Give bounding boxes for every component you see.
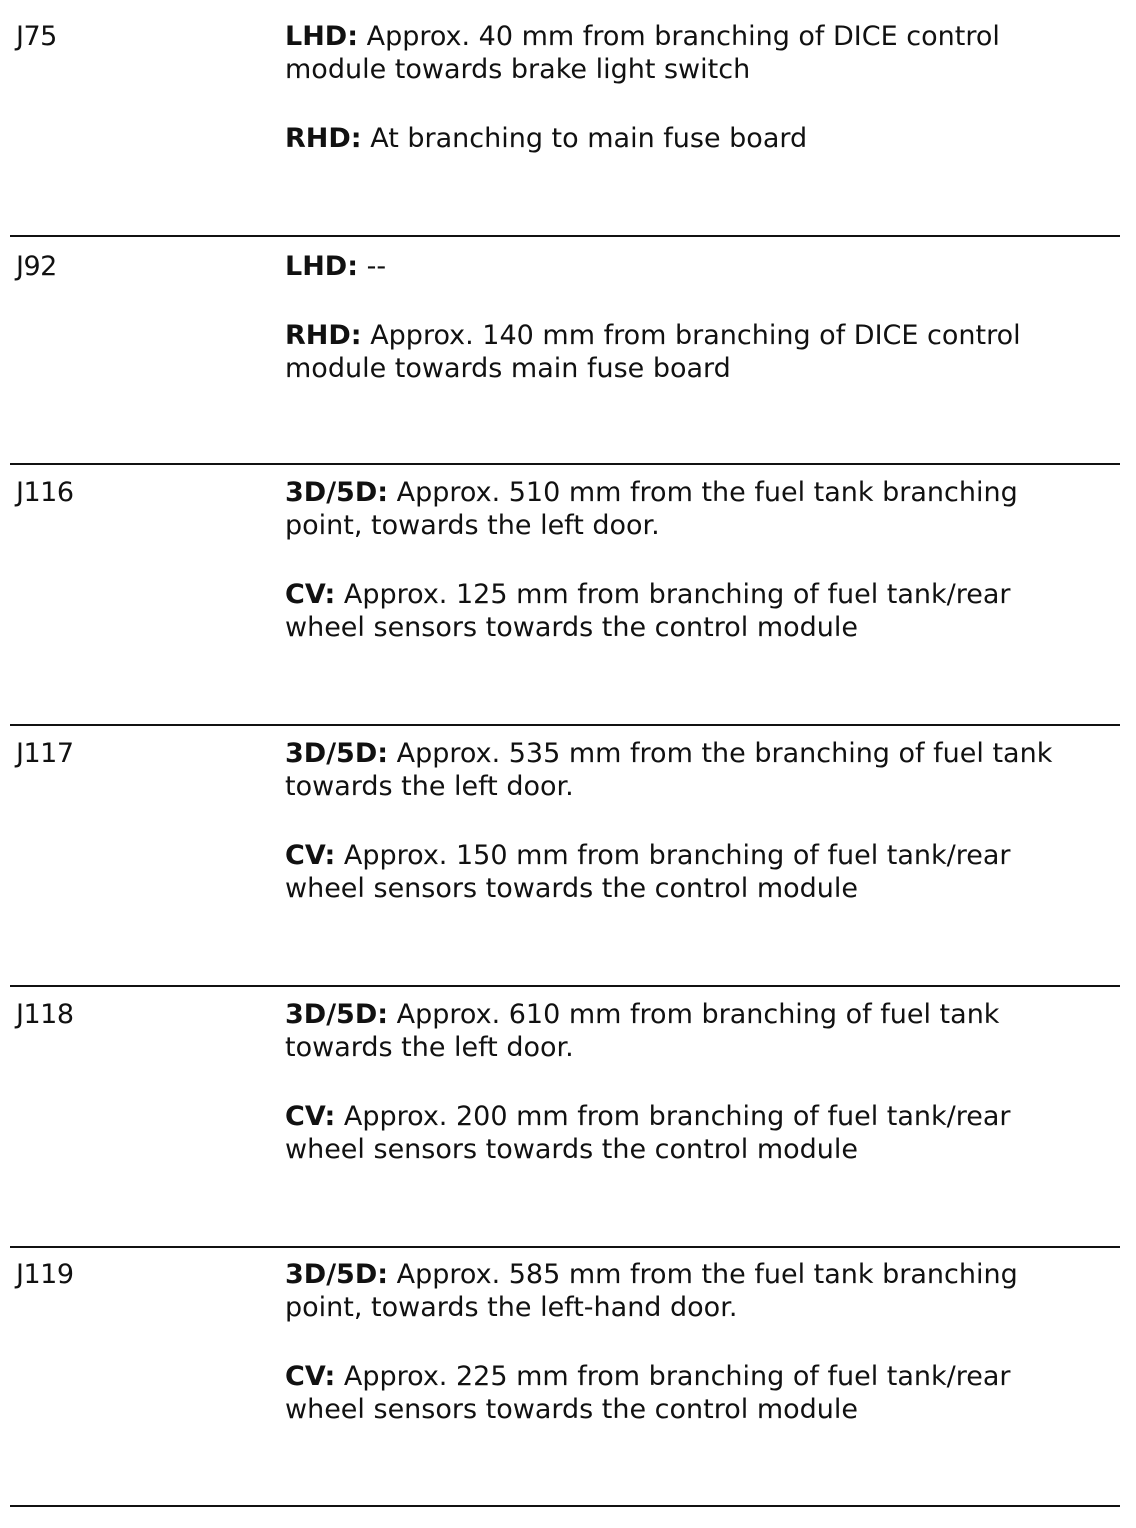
- connector-code: J118: [16, 999, 74, 1030]
- location-text: Approx. 40 mm from branching of DICE control module towards brake light switch: [285, 21, 1000, 85]
- location-text: Approx. 140 mm from branching of DICE control module towards main fuse board: [285, 320, 1021, 384]
- location-text: --: [358, 251, 387, 282]
- variant-label: RHD:: [285, 320, 362, 351]
- location-description: [285, 998, 1115, 1166]
- variant-label: 3D/5D:: [285, 738, 389, 769]
- location-entry: [285, 122, 1115, 155]
- location-entry: [285, 578, 1115, 644]
- location-text: Approx. 125 mm from branching of fuel tank/rear wheel sensors towards the control module: [285, 579, 1011, 643]
- variant-label: CV:: [285, 840, 336, 871]
- location-entry: [285, 998, 1115, 1064]
- variant-label: 3D/5D:: [285, 1259, 389, 1290]
- row-divider: [10, 1505, 1120, 1507]
- variant-label: RHD:: [285, 123, 362, 154]
- location-description: [285, 476, 1115, 644]
- location-description: [285, 1258, 1115, 1426]
- location-entry: [285, 1100, 1115, 1166]
- location-description: [285, 737, 1115, 905]
- location-entry: [285, 839, 1115, 905]
- location-entry: [285, 20, 1115, 86]
- location-text: Approx. 150 mm from branching of fuel tank/rear wheel sensors towards the control module: [285, 840, 1011, 904]
- variant-label: CV:: [285, 1101, 336, 1132]
- location-text: Approx. 535 mm from the branching of fuel tank towards the left door.: [285, 738, 1053, 802]
- connector-code: J116: [16, 477, 74, 508]
- location-entry: [285, 250, 1115, 283]
- connector-code: J119: [16, 1259, 74, 1290]
- location-description: [285, 250, 1115, 385]
- location-text: Approx. 200 mm from branching of fuel tank/rear wheel sensors towards the control module: [285, 1101, 1011, 1165]
- row-divider: [10, 1246, 1120, 1248]
- variant-label: LHD:: [285, 251, 359, 282]
- connector-code: J75: [16, 21, 57, 52]
- location-entry: [285, 1360, 1115, 1426]
- row-divider: [10, 724, 1120, 726]
- location-text: Approx. 225 mm from branching of fuel tank/rear wheel sensors towards the control module: [285, 1361, 1011, 1425]
- location-description: [285, 20, 1115, 155]
- location-entry: [285, 476, 1115, 542]
- variant-label: 3D/5D:: [285, 999, 389, 1030]
- connector-code: J117: [16, 738, 74, 769]
- row-divider: [10, 463, 1120, 465]
- row-divider: [10, 985, 1120, 987]
- connector-code: J92: [16, 251, 57, 282]
- location-text: Approx. 585 mm from the fuel tank branching point, towards the left-hand door.: [285, 1259, 1018, 1323]
- variant-label: LHD:: [285, 21, 359, 52]
- location-entry: [285, 319, 1115, 385]
- location-entry: [285, 737, 1115, 803]
- variant-label: 3D/5D:: [285, 477, 389, 508]
- row-divider: [10, 235, 1120, 237]
- location-entry: [285, 1258, 1115, 1324]
- location-text: At branching to main fuse board: [361, 123, 808, 154]
- location-text: Approx. 610 mm from branching of fuel tank towards the left door.: [285, 999, 1000, 1063]
- variant-label: CV:: [285, 579, 336, 610]
- location-text: Approx. 510 mm from the fuel tank branching point, towards the left door.: [285, 477, 1018, 541]
- variant-label: CV:: [285, 1361, 336, 1392]
